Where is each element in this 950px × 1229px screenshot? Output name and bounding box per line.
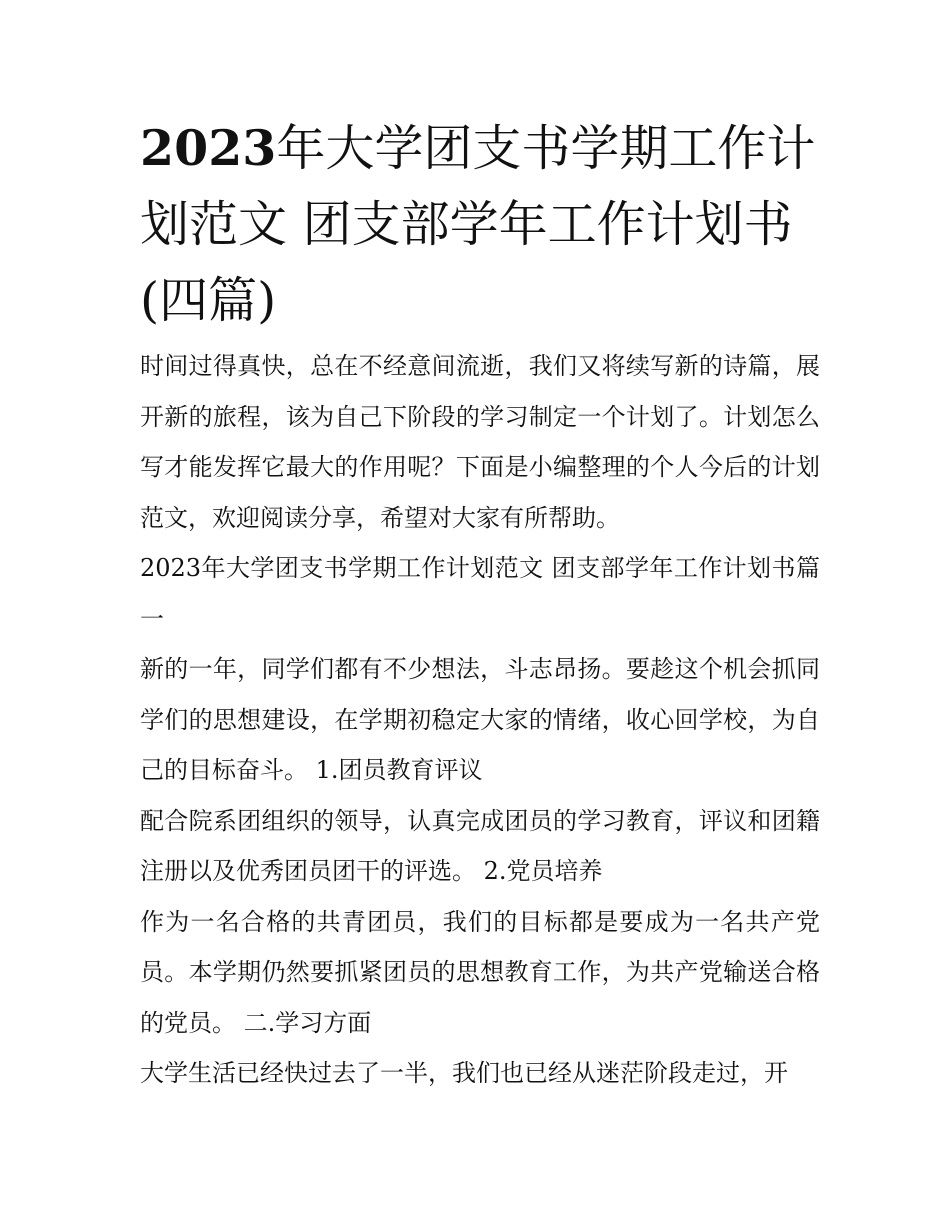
title-text: 年大学团支书学期工作计划范文 团支部学年工作计划书(四篇): [140, 120, 816, 329]
document-title: [140, 110, 820, 339]
section-heading: 2023年大学团支书学期工作计划范文 团支部学年工作计划书篇一: [140, 554, 820, 633]
document-body: [140, 110, 820, 1099]
body-paragraph: 大学生活已经快过去了一半，我们也已经从迷茫阶段走过，开: [140, 1059, 788, 1087]
body-paragraph: 配合院系团组织的领导，认真完成团员的学习教育，评议和团籍注册以及优秀团员团干的评选。 2.党员培养: [140, 806, 820, 885]
title-year: 2023: [140, 119, 277, 177]
body-paragraph: 新的一年，同学们都有不少想法，斗志昂扬。要趁这个机会抓同学们的思想建设，在学期初稳定大家的情绪，收心回学校，为自己的目标奋斗。 1.团员教育评议: [140, 655, 820, 784]
body-paragraph: 作为一名合格的共青团员，我们的目标都是要成为一名共产党员。本学期仍然要抓紧团员的思想教育工作，为共产党输送合格的党员。 二.学习方面: [140, 907, 820, 1037]
intro-paragraph: 时间过得真快，总在不经意间流逝，我们又将续写新的诗篇，展开新的旅程，该为自己下阶段的学习制定一个计划了。计划怎么写才能发挥它最大的作用呢？下面是小编整理的个人今后的计划范文，欢迎阅读分享，希望对大家有所帮助。: [140, 352, 820, 532]
